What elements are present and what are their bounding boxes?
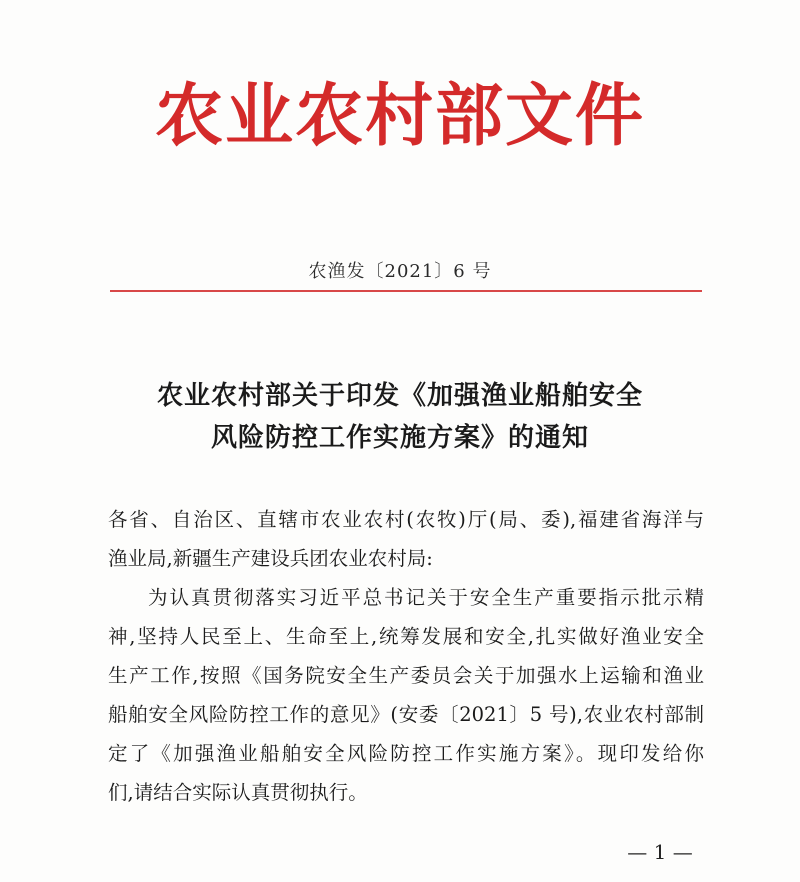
- body-line-paragraph-3: 生产工作,按照《国务院安全生产委员会关于加强水上运输和渔业: [108, 664, 704, 687]
- body-line-paragraph-2: 神,坚持人民至上、生命至上,统筹发展和安全,扎实做好渔业安全: [108, 625, 704, 648]
- document-title: [0, 375, 800, 459]
- body-line-addressee-1: 各省、自治区、直辖市农业农村(农牧)厅(局、委),福建省海洋与: [108, 508, 704, 531]
- org-header: 农业农村部文件: [154, 76, 645, 156]
- document-body: [108, 500, 704, 812]
- body-line-paragraph-4: 船舶安全风险防控工作的意见》(安委〔2021〕5 号),农业农村部制: [108, 703, 704, 726]
- body-line-addressee-2: 渔业局,新疆生产建设兵团农业农村局:: [108, 547, 433, 570]
- body-line-paragraph-6: 们,请结合实际认真贯彻执行。: [108, 781, 368, 804]
- document-number: 农渔发〔2021〕6 号: [308, 261, 492, 282]
- title-line-1: 农业农村部关于印发《加强渔业船舶安全: [156, 381, 643, 411]
- body-line-paragraph-1: 为认真贯彻落实习近平总书记关于安全生产重要指示批示精: [148, 586, 704, 609]
- body-line-paragraph-5: 定了《加强渔业船舶安全风险防控工作实施方案》。现印发给你: [108, 742, 704, 765]
- page-number: — 1 —: [627, 840, 693, 864]
- red-divider-line: [110, 290, 702, 292]
- title-line-2: 风险防控工作实施方案》的通知: [210, 423, 589, 453]
